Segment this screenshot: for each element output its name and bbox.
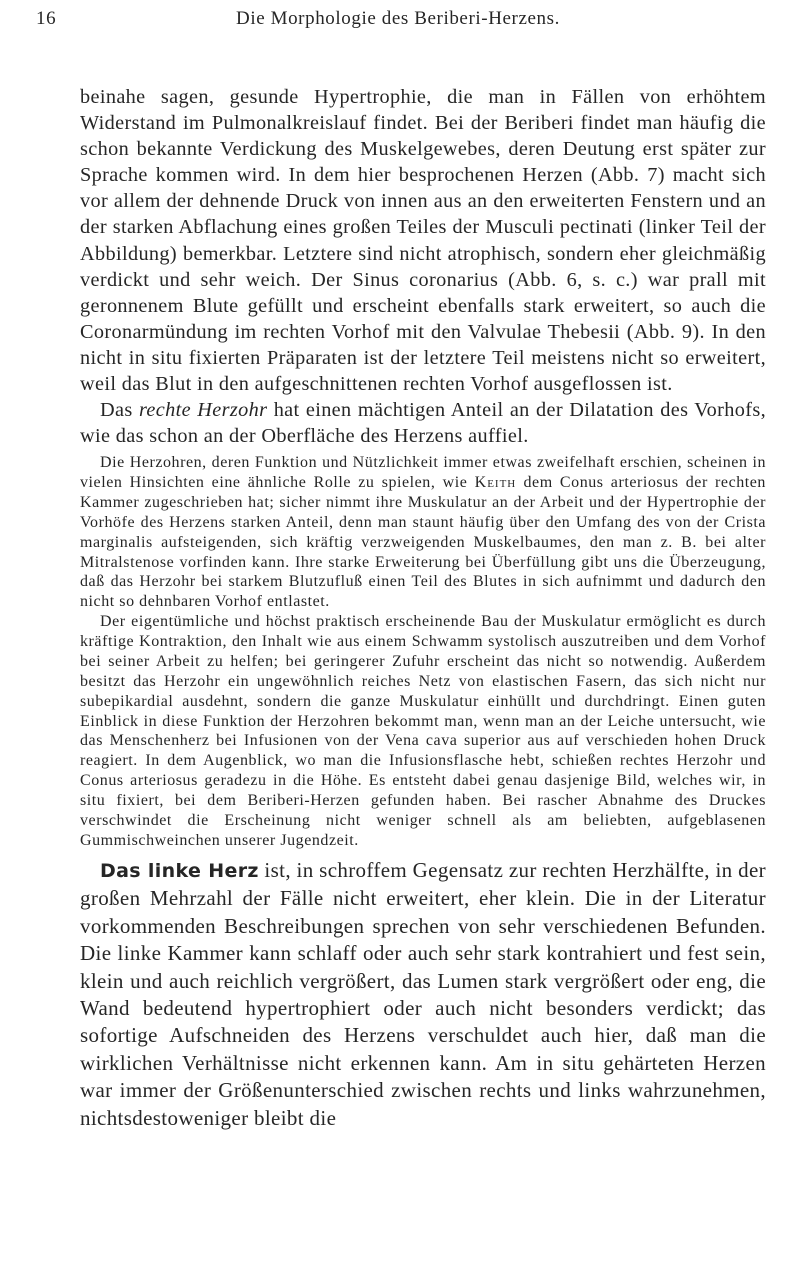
section-lead-linke-herz: Das linke Herz (100, 860, 259, 882)
page-number: 16 (36, 8, 57, 29)
body-paragraph-1: beinahe sagen, gesunde Hypertrophie, die man in Fällen von erhöhtem Widerstand im Pulmonalkreislauf findet. Bei der Beriberi findet man häufig die schon bekannte Verdickung des Muskelgewebes, deren Deutung erst später zur Sprache kommen wird. In dem hier besprochenen Herzen (Abb. 7) macht sich vor allem der dehnende Druck von innen aus an den erweiterten Fenstern und an der starken Abflachung eines großen Teiles der Musculi pectinati (linker Teil der Abbildung) bemerkbar. Letztere sind nicht atrophisch, sondern eher gleichmäßig verdickt und sehr weich. Der Sinus coronarius (Abb. 6, s. c.) war prall mit geronnenem Blute gefüllt und erscheint ebenfalls stark erweitert, so auch die Coronarmündung im rechten Vorhof mit den Valvulae Thebesii (Abb. 9). In den nicht in situ fixierten Präparaten ist der letztere Teil meistens nicht so erweitert, weil das Blut in den aufgeschnittenen rechten Vorhof ausgeflossen ist. (80, 86, 766, 396)
small-print-1-end: dem Conus arteriosus der rechten Kammer zugeschrieben hat; sicher nimmt ihre Muskulatur an der Arbeit und der Hypertrophie der Vorhöfe des Herzens starken Anteil, denn man staunt häufig über den Umfang des von der Crista marginalis aufsteigenden, sich kräftig verzweigenden Muskelbaumes, den man z. B. bei alter Mitralstenose vorfinden kann. Ihre starke Erweiterung bei Überfüllung gibt uns die Überzeugung, daß das Herzohr bei starkem Blutzufluß einen Teil des Blutes in sich aufnimmt und dadurch den nicht so dehnbaren Vorhof entlastet. (80, 473, 766, 611)
author-name-keith: Keith (474, 473, 517, 491)
running-title: Die Morphologie des Beriberi-Herzens. (236, 8, 560, 29)
body-paragraph-2 (80, 397, 766, 449)
running-header (36, 8, 756, 38)
paragraph-2-end: hat einen mächtigen Anteil an der Dilatation des Vorhofs, wie das schon an der Oberfläche des Herzens auffiel. (80, 399, 767, 448)
paragraph-3-text: ist, in schroffem Gegensatz zur rechten Herzhälfte, in der großen Mehrzahl der Fälle nicht erweitert, eher klein. Die in der Literatur vorkommenden Beschreibungen sprechen von sehr verschiedenen Befunden. Die linke Kammer kann schlaff oder auch sehr stark kontrahiert und fest sein, klein und auch reichlich vergrößert, das Lumen stark vergrößert oder eng, die Wand bedeutend hypertrophiert oder auch nicht besonders verdickt; das sofortige Aufschneiden des Herzens verschuldet auch hier, daß man die wirklichen Verhältnisse nicht erkennen kann. Am in situ gehärteten Herzen war immer der Größenunterschied zwischen rechts und links wahrzunehmen, nichtsdestoweniger bleibt die (80, 858, 767, 1130)
paragraph-2-start: Das (100, 399, 139, 421)
small-print-1-start: Die Herzohren, deren Funktion und Nützlichkeit immer etwas zweifelhaft erschien, scheinen in vielen Hinsichten eine ähnliche Rolle zu spielen, wie (80, 454, 766, 491)
emphasis-rechte-herzohr: rechte Herzohr (138, 399, 268, 421)
small-print-paragraph-1 (80, 453, 766, 612)
small-print-paragraph-2: Der eigentümliche und höchst praktisch erscheinende Bau der Muskulatur ermöglicht es durch kräftige Kontraktion, den Inhalt wie aus einem Schwamm systolisch auszutreiben und dem Vorhof bei seiner Arbeit zu helfen; bei geringerer Zufuhr erscheint das nicht so notwendig. Außerdem besitzt das Herzohr ein ungewöhnlich reiches Netz von elastischen Fasern, das sich nicht nur subepikardial ausdehnt, sondern die ganze Muskulatur einhüllt und durchdringt. Einen guten Einblick in diese Funktion der Herzohren bekommt man, wenn man an der Leiche untersucht, wie das Menschenherz bei Infusionen von der Vena cava superior aus auf verschieden hohen Druck reagiert. In dem Augenblick, wo man die Infusionsflasche hebt, schießen rechtes Herzohr und Conus arteriosus geradezu in die Höhe. Es entsteht dabei genau dasjenige Bild, welches wir, in situ fixiert, bei dem Beriberi-Herzen gefunden haben. Bei rascher Abnahme des Druckes verschwindet die Erscheinung nicht weniger schnell als am beliebten, aufgeblasenen Gummischweinchen unserer Jugendzeit. (80, 613, 766, 849)
body-paragraph-3 (80, 857, 766, 1132)
